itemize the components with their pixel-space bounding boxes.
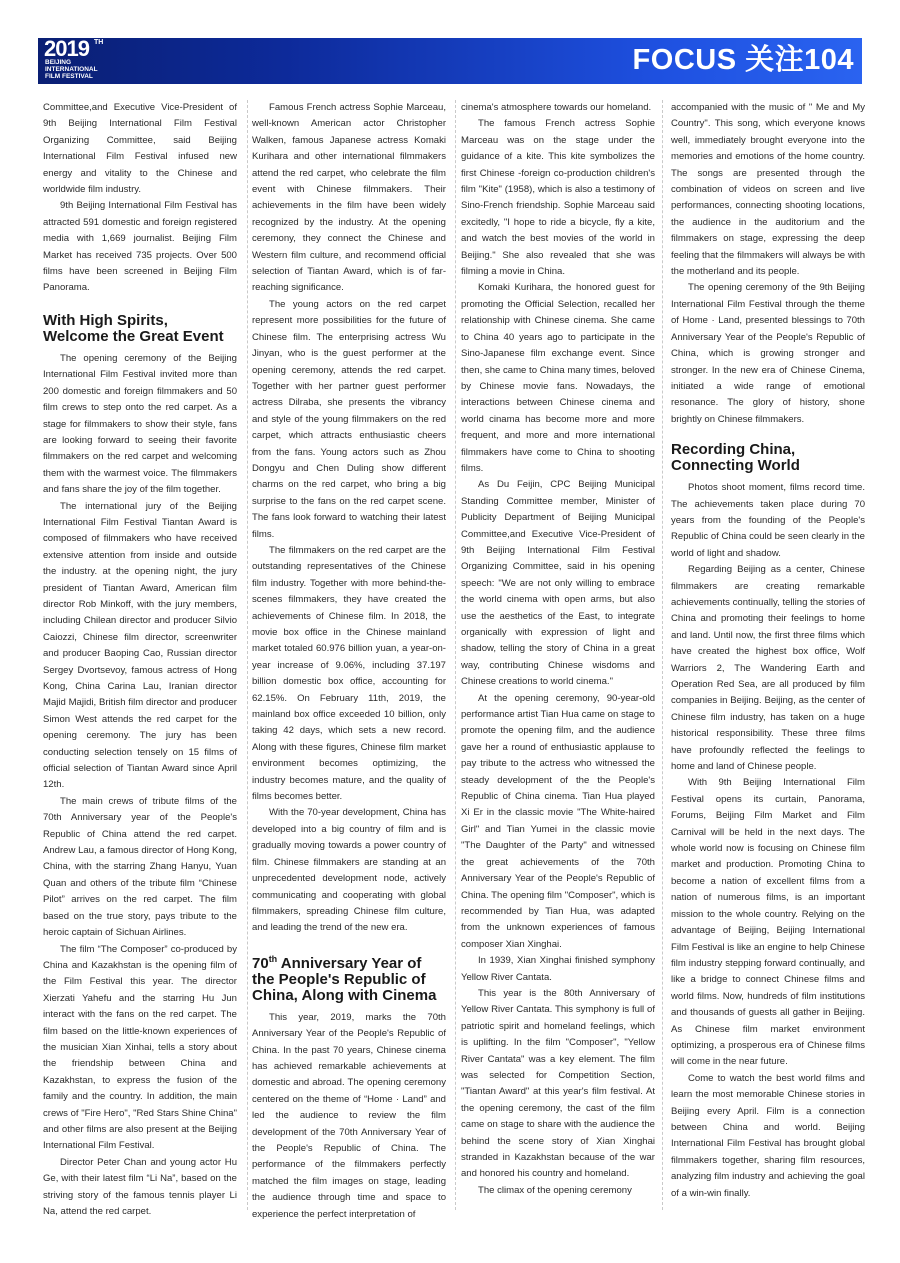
paragraph: Come to watch the best world films and learn the most memorable Chinese stories in Beijing every April. Film is a connection between China and world. Beijing International Film Festival has brought global filmmakers together, sharing film resources, analyzing film industry and achieving the goal of a win-win finally. [671, 1072, 865, 1199]
article-column-1 [43, 100, 237, 1220]
heading-text: Anniversary Year of the People's Republic of China, Along with Cinema [252, 954, 437, 1004]
logo-text [45, 59, 98, 80]
article-column-3 [461, 100, 655, 1199]
paragraph: As Du Feijin, CPC Beijing Municipal Standing Committee member, Minister of Publicity Department of Beijing Municipal Committee,and Executive Vice-President of 9th Beijing International Film Festival Organizing Committee, said in his opening speech: "We are not only willing to embrace the world cinema with open arms, but also use the aesthetics of the East, to integrate organically with expression of light and shadow, telling the story of China in a great way, contributing Chinese wisdoms and Chinese creations to world cinema." [461, 479, 655, 688]
section-heading [252, 951, 446, 1004]
paragraph: cinema's atmosphere towards our homeland. [461, 102, 652, 113]
logo-line-1: BEIJING [45, 59, 72, 66]
section-heading: Recording China, Connecting World [671, 441, 800, 475]
paragraph: This year is the 80th Anniversary of Yellow River Cantata. This symphony is full of patriotic spirit and homeland feelings, which is uplifting. In the film "Composer", "Yellow River Cantata" was a key element. The film was selected for Competition Section, "Tiantan Award" at this year's film festival. At the opening ceremony, the cast of the film came on stage to share with the audience the behind the scene story of Xian Xinghai stranded in Kazakhstan because of the war and honored his country and homeland. [461, 987, 655, 1180]
column-divider [662, 100, 663, 1210]
article-column-4 [671, 100, 865, 1202]
paragraph: The film “The Composer” co-produced by China and Kazakhstan is the opening film of the Film Festival this year. The director Xierzati Yahefu and the starring Hu Jun interact with the fans on the red carpet. The film based on the little-known experiences of the musician Xian Xinhai, tells a story about the friendship between China and Kazakhstan, to express the fusion of the family and the country. In addition, the main crews of "Fire Hero", "Red Stars Shine China" and other films are also present at the Beijing International Film Festival. [43, 943, 237, 1152]
page-header-bar [38, 38, 862, 84]
logo-line-2: INTERNATIONAL [45, 66, 98, 73]
column-divider [247, 100, 248, 1210]
paragraph: The climax of the opening ceremony [478, 1184, 632, 1196]
paragraph: The international jury of the Beijing International Film Festival Tiantan Award is composed of filmmakers who have received extensive attention from inside and outside the industry. at the opening night, the jury president of Tiantan Award, American film director Rob Minkoff, with the jury members, including Chilean director and producer Silvio Caiozzi, Chinese film director, screenwriter and producer Baoping Cao, Russian director Sergey Dvortsevoy, famous actress of Hong Kong, China Carina Lau, Iranian director Majid Majidi, British film director and producer Simon West attends the red carpet for the opening ceremony. The jury has been conducting selection tensely on 15 films of official selection of Tiantan Award since April 12th. [43, 500, 237, 791]
column-divider [455, 100, 456, 1210]
paragraph: The opening ceremony of the Beijing International Film Festival invited more than 200 domestic and foreign filmmakers and 50 film crews to step onto the red carpet. As a stage for filmmakers to show their style, fans are looking forward to seeing their favorite filmmakers on the red carpet and welcoming them with the warmest voice. The filmmakers and fans share the joy of the film together. [43, 352, 237, 496]
paragraph: Photos shoot moment, films record time. The achievements taken place during 70 years from the founding of the People's Republic of China could be seen clearly in the world of light and shadow. [671, 482, 865, 559]
paragraph: accompanied with the music of " Me and My Country". This song, which everyone knows well, immediately brought everyone into the memories and emotions of the home country. The songs are presented through the combination of videos on screen and live performances, connecting shooting locations, the audience in the auditorium and the filmmakers on stage, expressing the deep feeling that the filmmakers will always be with the motherland and its people. [671, 102, 865, 278]
paragraph: Famous French actress Sophie Marceau, well-known American actor Christopher Walken, famous Japanese actress Komaki Kurihara and other international filmmakers attend the red carpet, who celebrate the film event with Chinese filmmakers. Their achievements in the film have been widely recognized by the industry. At the opening ceremony, they connect the Chinese and Western film culture, and recommend official selection of Tiantan Award, which is of far-reaching significance. [252, 102, 446, 294]
paragraph: The filmmakers on the red carpet are the outstanding representatives of the Chinese film industry. Together with more behind-the-scenes filmmakers, they have created the achievements of Chinese film. In 2018, the movie box office in the Chinese mainland market totaled 60.976 billion yuan, a year-on-year increase of 9.06%, including 37.197 billion domestic box office, accounting for 62.15%. On February 11th, 2019, the mainland box office exceeded 10 billion, only taking 42 days, which sets a new record. Along with these figures, Chinese film market environment becomes optimizing, the industry becomes mature, and the quality of films becomes better. [252, 544, 446, 803]
paragraph: This year, 2019, marks the 70th Anniversary Year of the People's Republic of China. In the past 70 years, Chinese cinema has achieved remarkable achievements at domestic and abroad. The opening ceremony centered on the theme of “Home · Land” and led the audience to review the film development of the 70th Anniversary Year of the People's Republic of China. The performance of the filmmakers perfectly matched the film images on stage, leading the audience through time and space to experience the perfect interpretation of [252, 1011, 446, 1220]
paragraph: Regarding Beijing as a center, Chinese filmmakers are creating remarkable achievements continually, telling the stories of China and promoting their feelings to home and land. Until now, the first three films which have created the highest box office, Wolf Warriors 2, The Wandering Earth and Operation Red Sea, are all produced by film companies in Beijing. Beijing, as the center of Chinese film industry, has taken on a huge historical responsibility. These three films have profoundly reflected the feelings to home and land of Chinese people. [671, 564, 865, 773]
logo-ordinal: TH [94, 39, 104, 46]
paragraph: Director Peter Chan and young actor Hu Ge, with their latest film “Li Na”, based on the striving story of the famous tennis player Li Na, attend the red carpet. [43, 1156, 237, 1217]
heading-number: 70 [252, 954, 269, 972]
paragraph: Committee,and Executive Vice-President of 9th Beijing International Film Festival Organizing Committee, said Beijing International Film Festival infused new energy and vitality to the Chinese and worldwide film industry. [43, 102, 237, 196]
section-title [633, 43, 854, 77]
paragraph: The young actors on the red carpet represent more possibilities for the future of Chinese film. The enterprising actress Wu Jinyan, who is the guest performer at the opening ceremony, attends the red carpet. Together with her partner guest performer actress Dilraba, she presents the vibrancy and style of the young filmmakers on the red carpet, which attracts enthusiastic cheers from the fans. Young actors such as Zhou Dongyu and Chen Duling show different charms on the red carpet, who bring a big surprise to the fans on the red carpet scene. The fans look forward to watching their latest films. [252, 298, 446, 540]
paragraph: The famous French actress Sophie Marceau was on the stage under the guidance of a kite. This kite symbolizes the first Chinese -foreign co-production children's film "Kite" (1958), which is also a testimony of Sino-French friendship. Sophie Marceau said excitedly, "I hope to ride a bicycle, fly a kite, and watch the best movies of the world in Beijing." She also revealed that she was filming a movie in China. [461, 118, 655, 278]
paragraph: Komaki Kurihara, the honored guest for promoting the Official Selection, recalled her relationship with Chinese cinema. She came to China 40 years ago to participate in the Sino-Japanese film exchange event. Since then, she came to China many times, beloved by Chinese movie fans. Nowadays, the interactions between Chinese cinema and world cinama has become more and more frequent, and more and more international filmmakers have come to China to shooting films. [461, 282, 655, 474]
logo-line-3: FILM FESTIVAL [45, 73, 93, 80]
paragraph: The opening ceremony of the 9th Beijing International Film Festival through the theme of Home · Land, presented blessings to 70th Anniversary Year of the People's Republic of China, which is growing stronger and stronger. In the new era of Chinese Cinema, initiated a wide range of emotional resonance. The glory of history, shone brightly on Chinese filmmakers. [671, 282, 865, 425]
heading-ordinal: th [268, 953, 278, 964]
paragraph: The main crews of tribute films of the 70th Anniversary year of the People's Republic of China attend the red carpet. Andrew Lau, a famous director of Hong Kong, China, with the starring Zhang Hanyu, Yuan Quan and others of the tribute film “Chinese Pilot” arrives on the red carpet. The film based on the true story, pays tribute to the heroic captain of Sichuan Airlines. [43, 795, 237, 939]
section-label: FOCUS 关注 [632, 44, 805, 76]
logo-year: 2019 [44, 36, 89, 61]
section-heading: With High Spirits, Welcome the Great Event [43, 311, 224, 345]
paragraph: With the 70-year development, China has developed into a big country of film and is gradually moving towards a power country of film. Chinese filmmakers are standing at an unprecedented development node, actively communicating and cooperating with global filmmakers, spreading Chinese film culture, and leading the trend of the new era. [252, 807, 446, 934]
paragraph: 9th Beijing International Film Festival has attracted 591 domestic and foreign registered media with 1,669 journalist. Beijing Film Market has received 735 projects. Over 500 films have been screened in Beijing Film Panorama. [43, 200, 237, 294]
page-number: 104 [804, 44, 854, 76]
article-column-2 [252, 100, 446, 1223]
paragraph: In 1939, Xian Xinghai finished symphony Yellow River Cantata. [461, 955, 655, 983]
paragraph: At the opening ceremony, 90-year-old performance artist Tian Hua came on stage to promote the opening film, and the audience gave her a round of enthusiastic applause to pay tribute to the actress who witnessed the steady development of the the People's Republic of China cinema. Tian Hua played Xi Er in the classic movie "The White-haired Girl" and Tian Yumei in the classic movie "The Daughter of the Party" and witnessed the great achievements of the 70th Anniversary Year of the People's Republic of China. The opening film "Composer", which is recommended by Tian Hua, was adapted from the unknown experiences of famous composer Xian Xinghai. [461, 692, 655, 950]
paragraph: With 9th Beijing International Film Festival opens its curtain, Panorama, Forums, Beijing Film Market and Film Carnival will be held in the next days. The whole world now is focusing on Chinese film market and production. Promoting China to become a nation of excellent films from a nation of numerous films, is an important mission to the whole country. Relying on the advantage of Beijing, Beijing International Film Festival is like an engine to help Chinese film industry stepping forward continually, and like a bridge to connect Chinese films and world films. Now, hundreds of film institutions and thousands of guests all gather in Beijing. As Chinese film market environment optimizing, a prosperous era of Chinese films will come in the near future. [671, 777, 865, 1068]
